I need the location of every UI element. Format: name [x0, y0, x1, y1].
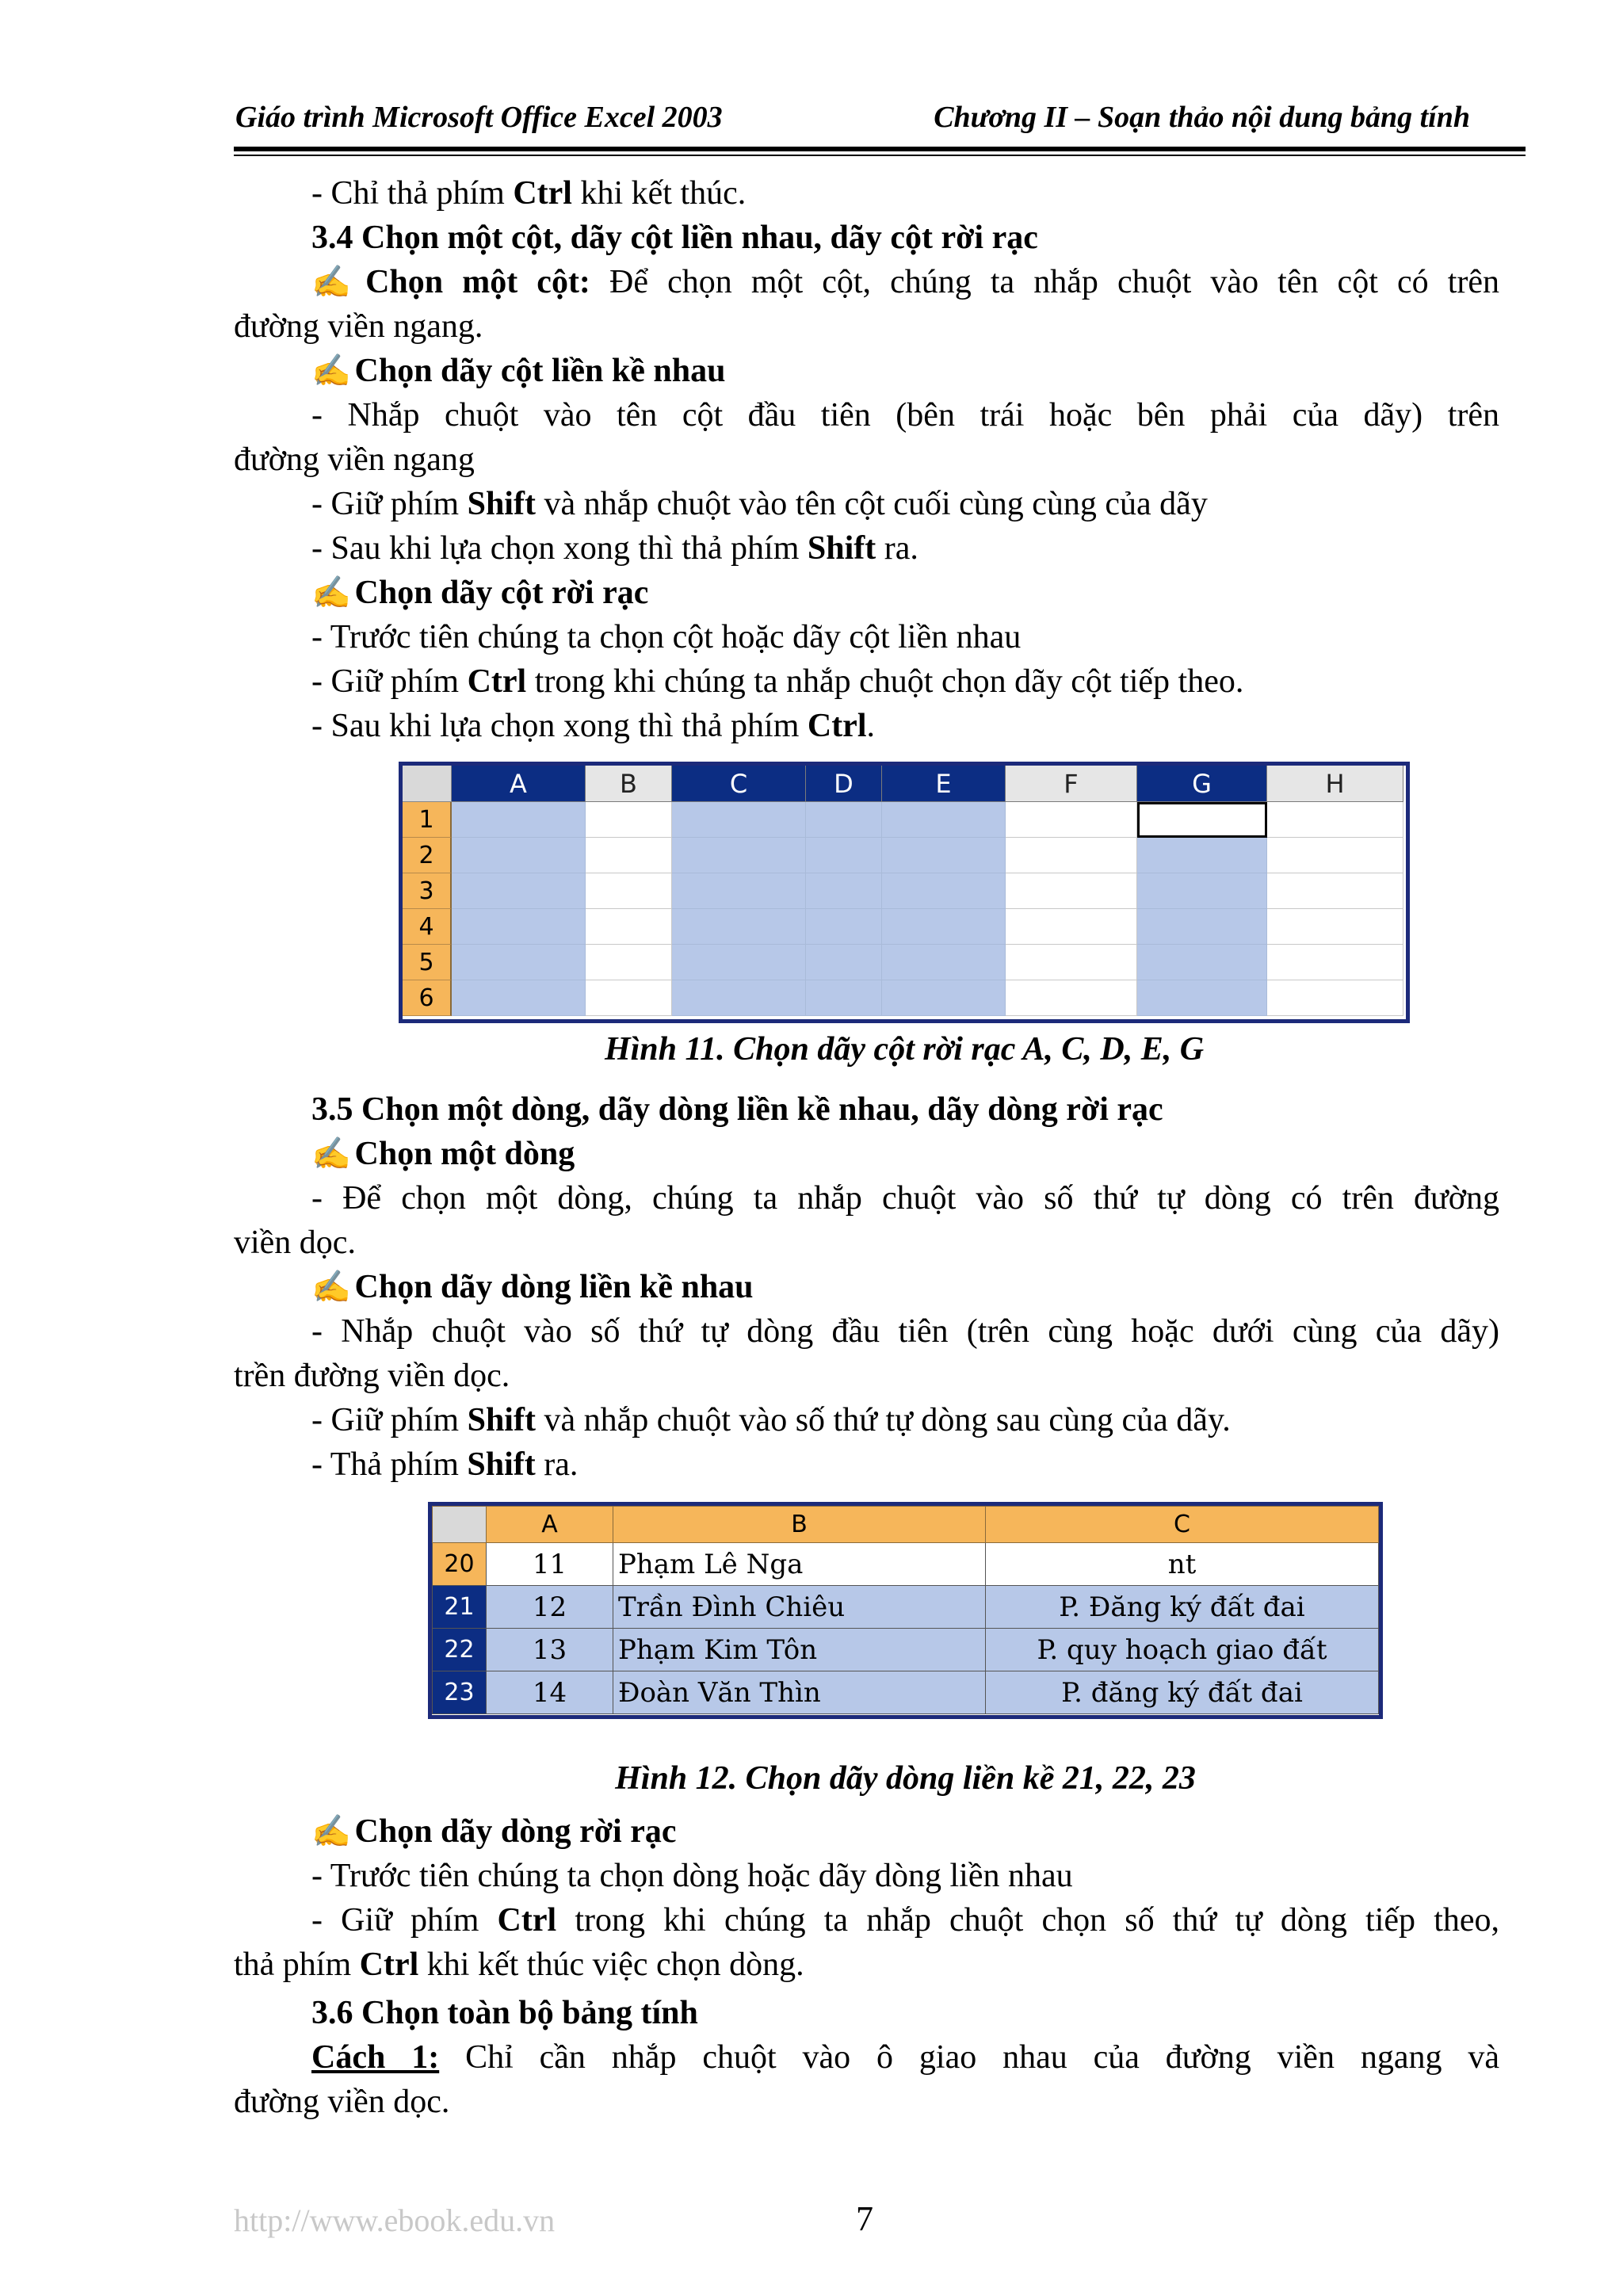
- cell-a6[interactable]: [452, 980, 586, 1016]
- writing-hand-icon: ✍: [311, 264, 351, 300]
- cell-g4[interactable]: [1137, 909, 1267, 945]
- column-header-row: [403, 766, 1406, 802]
- column-header-b[interactable]: B: [613, 1507, 986, 1543]
- text-line: - Để chọn một dòng, chúng ta nhắp chuột vào số thứ tự dòng có trên đường: [311, 1180, 1499, 1217]
- cell-c5[interactable]: [672, 945, 806, 980]
- table-row: [433, 1543, 1379, 1586]
- select-all-corner[interactable]: [433, 1507, 487, 1543]
- cell-f3[interactable]: [1006, 873, 1137, 909]
- grid-row: [403, 980, 1406, 1016]
- cell-a1[interactable]: [452, 802, 586, 838]
- text-line: - Trước tiên chúng ta chọn cột hoặc dãy cột liền nhau: [311, 619, 1022, 655]
- column-header-a[interactable]: A: [487, 1507, 613, 1543]
- column-header-row: [433, 1507, 1379, 1543]
- cell-h1[interactable]: [1267, 802, 1403, 838]
- cell-a5[interactable]: [452, 945, 586, 980]
- figure-12-spreadsheet: [428, 1502, 1383, 1719]
- cell-c4[interactable]: [672, 909, 806, 945]
- text-line: đường viền ngang.: [234, 308, 483, 345]
- cell-f4[interactable]: [1006, 909, 1137, 945]
- section-3-5: [234, 1087, 1499, 1487]
- cell-dept[interactable]: P. đăng ký đất đai: [986, 1671, 1379, 1714]
- cell-c3[interactable]: [672, 873, 806, 909]
- text-line: - Nhắp chuột vào số thứ tự dòng đầu tiên (trên cùng hoặc dưới cùng của dãy): [311, 1313, 1499, 1350]
- text-line: - Giữ phím Ctrl trong khi chúng ta nhắp chuột chọn dãy cột tiếp theo.: [311, 663, 1244, 700]
- text-line: - Nhắp chuột vào tên cột đầu tiên (bên trái hoặc bên phải của dãy) trên: [311, 397, 1499, 434]
- cell-n[interactable]: 14: [487, 1671, 613, 1714]
- text-line: - Thả phím Shift ra.: [311, 1446, 579, 1483]
- text-line: - Sau khi lựa chọn xong thì thả phím Shift ra.: [311, 530, 918, 567]
- text-line: trền đường viền dọc.: [234, 1358, 510, 1394]
- grid-row: [403, 909, 1406, 945]
- cell-b2[interactable]: [586, 838, 672, 873]
- cell-n[interactable]: 11: [487, 1543, 613, 1586]
- cell-name[interactable]: Đoàn Văn Thìn: [613, 1671, 986, 1714]
- text-line: - Giữ phím Shift và nhắp chuột vào tên cột cuối cùng cùng của dãy: [311, 486, 1208, 522]
- cell-g6[interactable]: [1137, 980, 1267, 1016]
- cell-h4[interactable]: [1267, 909, 1403, 945]
- grid-row: [403, 945, 1406, 980]
- cell-d4[interactable]: [806, 909, 882, 945]
- text-line: thả phím Ctrl khi kết thúc việc chọn dòng.: [234, 1946, 804, 1983]
- cell-d6[interactable]: [806, 980, 882, 1016]
- section-heading-3-6: 3.6 Chọn toàn bộ bảng tính: [311, 1995, 698, 2031]
- text-line: ✍ Chọn một cột: Để chọn một cột, chúng ta nhắp chuột vào tên cột có trên: [234, 260, 1499, 304]
- subheading: ✍ Chọn dãy cột liền kề nhau: [234, 349, 1499, 393]
- cell-e2[interactable]: [882, 838, 1006, 873]
- cell-h3[interactable]: [1267, 873, 1403, 909]
- figure-12-table: [432, 1506, 1379, 1714]
- cell-dept[interactable]: P. quy hoạch giao đất: [986, 1629, 1379, 1671]
- writing-hand-icon: ✍: [311, 1269, 351, 1305]
- writing-hand-icon: ✍: [311, 353, 351, 388]
- cell-b3[interactable]: [586, 873, 672, 909]
- row-header-6[interactable]: 6: [403, 980, 452, 1016]
- row-header-3[interactable]: 3: [403, 873, 452, 909]
- cell-d5[interactable]: [806, 945, 882, 980]
- cell-d2[interactable]: [806, 838, 882, 873]
- cell-d3[interactable]: [806, 873, 882, 909]
- table-row: [433, 1629, 1379, 1671]
- cell-b5[interactable]: [586, 945, 672, 980]
- header-book-title: Giáo trình Microsoft Office Excel 2003: [235, 101, 723, 134]
- grid-body: [403, 802, 1406, 1016]
- cell-b4[interactable]: [586, 909, 672, 945]
- cell-c2[interactable]: [672, 838, 806, 873]
- column-header-c[interactable]: C: [986, 1507, 1379, 1543]
- text-line: Cách 1: Chỉ cần nhắp chuột vào ô giao nhau của đường viền ngang và: [311, 2039, 1499, 2076]
- table-row: [433, 1586, 1379, 1629]
- row-header-4[interactable]: 4: [403, 909, 452, 945]
- row-header-2[interactable]: 2: [403, 838, 452, 873]
- cell-h6[interactable]: [1267, 980, 1403, 1016]
- cell-g2[interactable]: [1137, 838, 1267, 873]
- grid-row: [403, 838, 1406, 873]
- cell-name[interactable]: Phạm Lê Nga: [613, 1543, 986, 1586]
- text-line: - Trước tiên chúng ta chọn dòng hoặc dãy dòng liền nhau: [311, 1858, 1073, 1894]
- section-heading-3-5: 3.5 Chọn một dòng, dãy dòng liền kề nhau, dãy dòng rời rạc: [311, 1091, 1163, 1128]
- subheading: ✍ Chọn dãy dòng liền kề nhau: [234, 1265, 1499, 1309]
- text-line: - Giữ phím Ctrl trong khi chúng ta nhắp chuột chọn số thứ tự dòng tiếp theo,: [311, 1902, 1499, 1939]
- subheading: ✍ Chọn dãy cột rời rạc: [234, 571, 1499, 615]
- row-header-21[interactable]: 21: [433, 1586, 487, 1629]
- subheading: ✍ Chọn dãy dòng rời rạc: [234, 1809, 1499, 1854]
- writing-hand-icon: ✍: [311, 1136, 351, 1171]
- cell-e3[interactable]: [882, 873, 1006, 909]
- cell-h5[interactable]: [1267, 945, 1403, 980]
- column-header-d[interactable]: D: [806, 766, 882, 802]
- column-header-a[interactable]: A: [452, 766, 586, 802]
- cell-a3[interactable]: [452, 873, 586, 909]
- cell-g3[interactable]: [1137, 873, 1267, 909]
- section-3-5-continued: [234, 1809, 1499, 1987]
- text-line: - Giữ phím Shift và nhắp chuột vào số thứ tự dòng sau cùng của dãy.: [311, 1402, 1231, 1438]
- section-3-4: [234, 171, 1499, 748]
- cell-b1[interactable]: [586, 802, 672, 838]
- row-header-1[interactable]: 1: [403, 802, 452, 838]
- column-header-c[interactable]: C: [672, 766, 806, 802]
- cell-f6[interactable]: [1006, 980, 1137, 1016]
- row-header-23[interactable]: 23: [433, 1671, 487, 1714]
- figure-12-caption: Hình 12. Chọn dãy dòng liền kề 21, 22, 23: [615, 1760, 1196, 1797]
- figure-11-caption: Hình 11. Chọn dãy cột rời rạc A, C, D, E, G: [604, 1031, 1205, 1068]
- cell-e6[interactable]: [882, 980, 1006, 1016]
- cell-e1[interactable]: [882, 802, 1006, 838]
- column-header-b[interactable]: B: [586, 766, 672, 802]
- cell-a2[interactable]: [452, 838, 586, 873]
- cell-dept[interactable]: nt: [986, 1543, 1379, 1586]
- cell-g5[interactable]: [1137, 945, 1267, 980]
- figure-11-spreadsheet: [399, 762, 1410, 1023]
- cell-b6[interactable]: [586, 980, 672, 1016]
- grid-row: [403, 873, 1406, 909]
- text-line: - Chỉ thả phím Ctrl khi kết thúc.: [311, 175, 747, 212]
- cell-name[interactable]: Trần Đình Chiêu: [613, 1586, 986, 1629]
- page-header: [234, 94, 1526, 138]
- header-rule-thick: [234, 147, 1526, 151]
- row-header-20[interactable]: 20: [433, 1543, 487, 1586]
- subheading: ✍ Chọn một dòng: [234, 1132, 1499, 1176]
- cell-d1[interactable]: [806, 802, 882, 838]
- cell-g1[interactable]: [1137, 802, 1267, 838]
- column-header-f[interactable]: F: [1006, 766, 1137, 802]
- section-3-6: [234, 1991, 1499, 2124]
- cell-e4[interactable]: [882, 909, 1006, 945]
- column-header-g[interactable]: G: [1137, 766, 1267, 802]
- footer-url: http://www.ebook.edu.vn: [234, 2202, 556, 2238]
- header-rule-thin: [234, 155, 1526, 156]
- cell-dept[interactable]: P. Đăng ký đất đai: [986, 1586, 1379, 1629]
- cell-name[interactable]: Phạm Kim Tôn: [613, 1629, 986, 1671]
- cell-a4[interactable]: [452, 909, 586, 945]
- column-header-e[interactable]: E: [882, 766, 1006, 802]
- cell-h2[interactable]: [1267, 838, 1403, 873]
- text-line: viền dọc.: [234, 1224, 356, 1261]
- select-all-corner[interactable]: [403, 766, 452, 802]
- cell-n[interactable]: 13: [487, 1629, 613, 1671]
- text-line: đường viền dọc.: [234, 2084, 450, 2120]
- cell-e5[interactable]: [882, 945, 1006, 980]
- page-number: 7: [856, 2199, 873, 2238]
- cell-f2[interactable]: [1006, 838, 1137, 873]
- cell-f1[interactable]: [1006, 802, 1137, 838]
- cell-c1[interactable]: [672, 802, 806, 838]
- writing-hand-icon: ✍: [311, 575, 351, 610]
- table-row: [433, 1671, 1379, 1714]
- header-chapter-title: Chương II – Soạn thảo nội dung bảng tính: [934, 101, 1470, 134]
- column-header-h[interactable]: H: [1267, 766, 1403, 802]
- cell-n[interactable]: 12: [487, 1586, 613, 1629]
- row-header-22[interactable]: 22: [433, 1629, 487, 1671]
- cell-c6[interactable]: [672, 980, 806, 1016]
- text-line: đường viền ngang: [234, 441, 475, 478]
- text-line: - Sau khi lựa chọn xong thì thả phím Ctrl.: [311, 708, 875, 744]
- writing-hand-icon: ✍: [311, 1813, 351, 1849]
- grid-row: [403, 802, 1406, 838]
- section-heading-3-4: 3.4 Chọn một cột, dãy cột liền nhau, dãy cột rời rạc: [311, 220, 1038, 256]
- cell-f5[interactable]: [1006, 945, 1137, 980]
- row-header-5[interactable]: 5: [403, 945, 452, 980]
